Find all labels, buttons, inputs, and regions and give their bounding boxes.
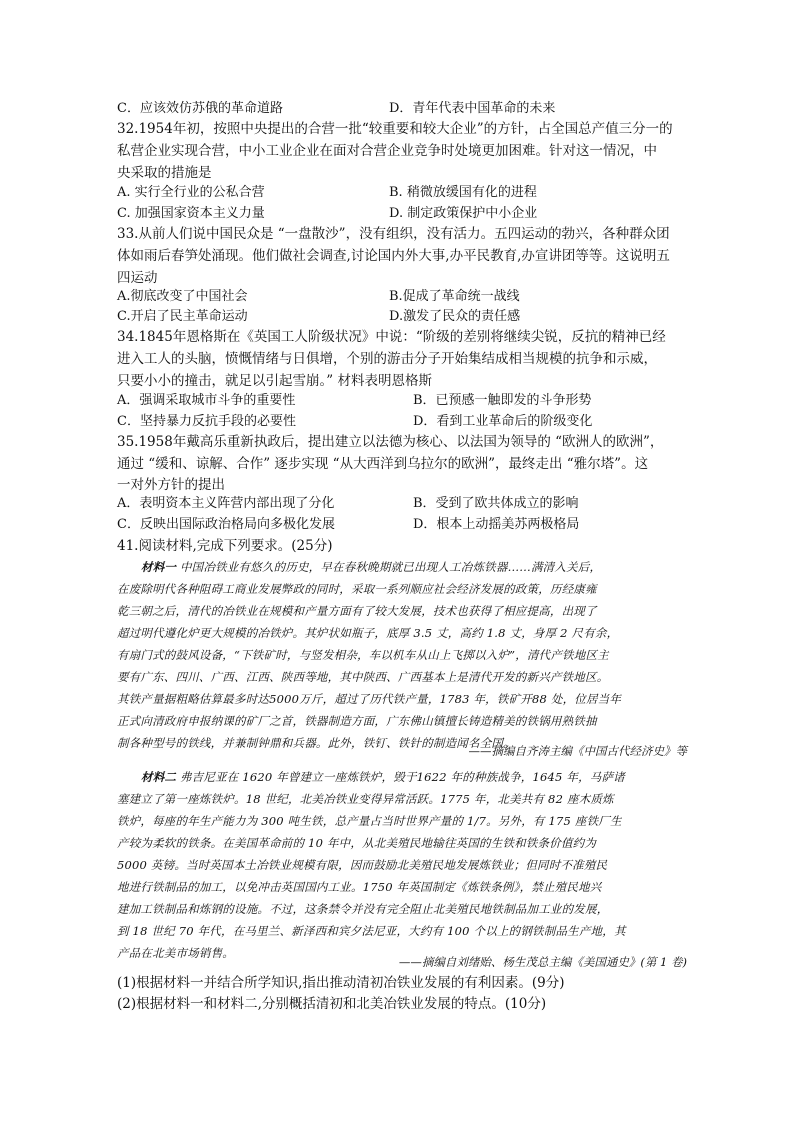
material1-line-8: 正式向清政府申报纳课的矿厂之首，铁器制造方面，广东佛山镇擅长铸造精美的铁锅用熟铁抽 [117,714,597,728]
q33-option-d: D.激发了民众的责任感 [389,309,521,324]
q35-line-1: 35.1958年戴高乐重新执政后，提出建立以法德为核心、以法国为领导的 “欧洲人的欧洲”， [117,434,664,450]
q33-option-c: C.开启了民主革命运动 [117,309,248,324]
material2-text-1: 弗吉尼亚在 1620 年曾建立一座炼铁炉，毁于1622 年的种族战争，1645 年，马萨诸 [179,770,625,784]
material2-line-5: 5000 英镑。当时英国本土冶铁业规模有限，因而鼓励北美殖民地发展炼铁业；但同时不准殖民 [117,858,608,872]
option-c-prev: C．应该效仿苏俄的革命道路 [117,101,283,116]
material2-line-3: 铁炉，每座的年生产能力为 300 吨生铁，总产量占当时世界产量的 1/7。另外，有 175 座铁厂生 [117,814,622,828]
q32-option-d: D. 制定政策保护中小企业 [389,206,538,221]
material2-line-2: 塞建立了第一座炼铁炉。18 世纪，北美冶铁业变得异常活跃。1775 年，北美共有 82 座木质炼 [117,792,614,806]
requirement-1: (1)根据材料一并结合所学知识,指出推动清初冶铁业发展的有利因素。(9分) [117,975,565,991]
material2-label: 材料二 [141,770,177,784]
material2-line-6: 地进行铁制品的加工，以免冲击英国国内工业。1750 年英国制定《炼铁条例》，禁止殖民地兴 [117,880,602,894]
q33-line-2: 体如雨后春笋处涌现。他们做社会调查,讨论国内外大事,办平民教育,办宣讲团等等。这说明五 [117,248,670,264]
q32-line-1: 32.1954年初，按照中央提出的合营一批“较重要和较大企业”的方针，占全国总产值三分一的 [117,121,673,137]
material1-line-4: 超过明代遵化炉更大规模的冶铁炉。其炉状如瓶子，底厚 3.5 丈，高约 1.8 丈，身厚 2 尺有余， [117,626,619,640]
material1-line-2: 在废除明代各种阻碍工商业发展弊政的同时，采取一系列顺应社会经济发展的政策，历经康雍 [117,582,597,596]
q33-line-3: 四运动 [117,270,158,286]
material1-text-1: 中国冶铁业有悠久的历史，早在春秋晚期就已出现人工冶炼铁器……满清入关后， [179,560,602,574]
material1-source: ——摘编自齐涛主编《中国古代经济史》等 [468,744,687,758]
q34-line-2: 进入工人的头脑，愤慨情绪与日俱增，个别的游击分子开始集结成相当规模的抗争和示威， [117,351,657,367]
q35-line-3: 一对外方针的提出 [117,477,225,493]
q35-option-b: B．受到了欧共体成立的影响 [413,496,579,511]
q34-line-1: 34.1845年恩格斯在《英国工人阶级状况》中说：“阶级的差别将继续尖锐，反抗的精神已经 [117,329,666,345]
material1-line-5: 有扇门式的鼓风设备，“下铁矿时，与竖发相杂，车以机车从山上飞掷以入炉”，清代产铁地区主 [117,648,609,662]
material1-line-3: 乾三朝之后，清代的冶铁业在规模和产量方面有了较大发展，技术也获得了相应提高，出现了 [117,604,597,618]
q32-option-a: A. 实行全行业的公私合营 [117,185,265,200]
q35-line-2: 通过 “缓和、谅解、合作” 逐步实现 “从大西洋到乌拉尔的欧洲”，最终走出 “雅尔塔”。这 [117,456,649,472]
q34-option-b: B．已预感一触即发的斗争形势 [413,393,592,408]
q34-line-3: 只要小小的撞击，就足以引起雪崩。” 材料表明恩格斯 [117,373,432,389]
q33-option-a: A.彻底改变了中国社会 [117,289,248,304]
q33-line-1: 33.从前人们说中国民众是 “一盘散沙”，没有组织，没有活力。五四运动的勃兴，各种群众团 [117,226,670,242]
q41-title: 41.阅读材料,完成下列要求。(25分) [117,538,333,554]
material2-line-7: 建加工铁制品和炼钢的设施。不过，这条禁令并没有完全阻止北美殖民地铁制品加工业的发展， [117,902,609,916]
material1-line-1 [117,557,687,578]
material2-line-1 [117,767,687,788]
q35-option-c: C．反映出国际政治格局向多极化发展 [117,517,335,532]
q35-option-a: A．表明资本主义阵营内部出现了分化 [117,496,335,511]
material2-line-4: 产较为柔软的铁条。在美国革命前的 10 年中，从北美殖民地输往英国的生铁和铁条价值约为 [117,836,597,850]
material1-line-6: 要有广东、四川、广西、江西、陕西等地，其中陕西、广西基本上是清代开发的新兴产铁地区。 [117,670,609,684]
q32-line-2: 私营企业实现合营，中小工业企业在面对合营企业竞争时处境更加困难。针对这一情况，中 [117,143,657,159]
material2-source: ——摘编自刘绪贻、杨生茂总主编《美国通史》(第 1 卷) [398,955,687,969]
q33-option-b: B.促成了革命统一战线 [389,289,520,304]
q34-option-d: D．看到工业革命后的阶级变化 [413,414,593,429]
option-d-prev: D．青年代表中国革命的未来 [389,101,556,116]
material1-label: 材料一 [141,560,177,574]
q32-option-c: C. 加强国家资本主义力量 [117,206,265,221]
q34-option-a: A．强调采取城市斗争的重要性 [117,393,296,408]
q32-line-3: 央采取的措施是 [117,165,212,181]
q34-option-c: C．坚持暴力反抗手段的必要性 [117,414,296,429]
material1-line-9: 制各种型号的铁线，并兼制钟鼎和兵器。此外，铁钉、铁针的制造闻名全国。 [117,736,515,750]
requirement-2: (2)根据材料一和材料二,分别概括清初和北美冶铁业发展的特点。(10分) [117,996,547,1012]
material1-line-7: 其铁产量据粗略估算最多时达5000万斤，超过了历代铁产量，1783 年，铁矿开88 处，位居当年 [117,692,622,706]
q32-option-b: B. 稍微放缓国有化的进程 [389,185,537,200]
material2-line-9: 产品在北美市场销售。 [117,946,234,960]
q35-option-d: D．根本上动摇美苏两极格局 [413,517,580,532]
material2-line-8: 到 18 世纪 70 年代，在马里兰、新泽西和宾夕法尼亚，大约有 100 个以上的钢铁制品生产地，其 [117,924,626,938]
